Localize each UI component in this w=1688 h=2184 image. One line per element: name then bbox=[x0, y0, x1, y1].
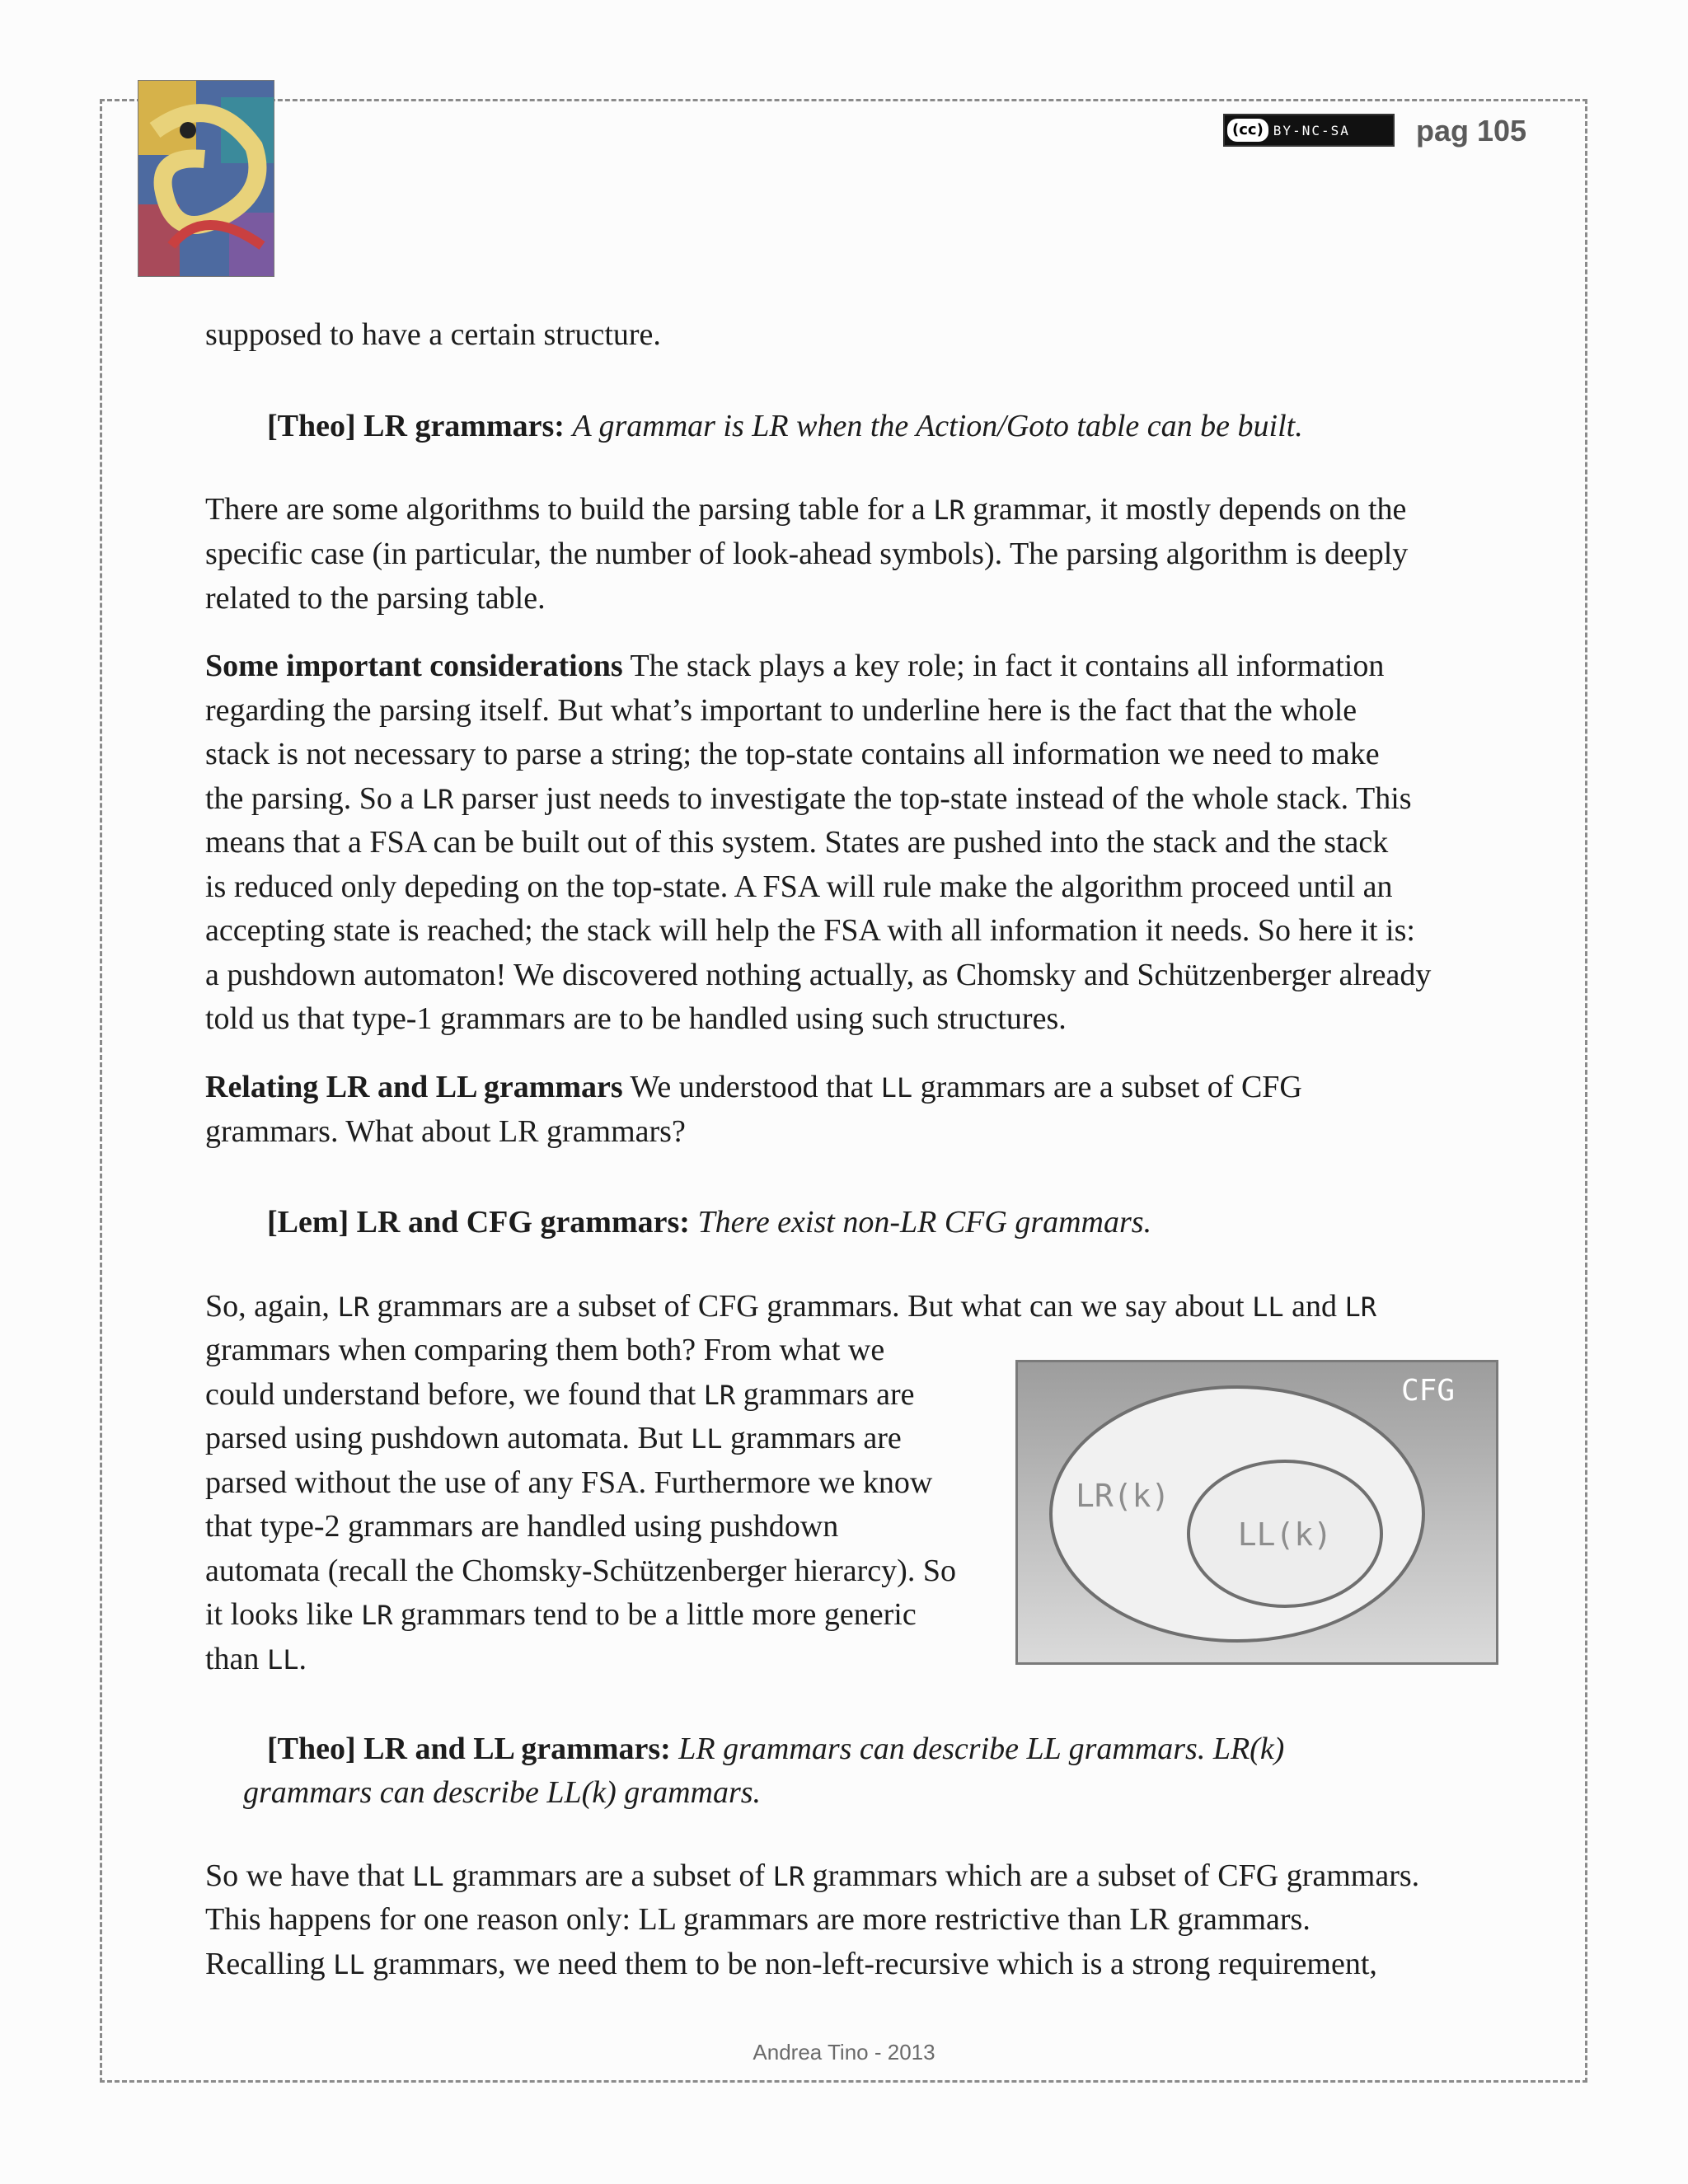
text-line: parsed without the use of any FSA. Furthermore we know bbox=[205, 1465, 933, 1500]
paragraph-heading: Some important considerations bbox=[205, 649, 623, 683]
text-line bbox=[267, 1727, 1284, 1772]
theorem-label: [Theo] LR grammars: bbox=[267, 409, 565, 443]
paragraph-continuation: supposed to have a certain structure. bbox=[205, 317, 661, 352]
text-line: There are some algorithms to build the parsing table for a LR grammar, it mostly depends on the bbox=[205, 492, 1407, 527]
ll-k-label: LL(k) bbox=[1237, 1516, 1333, 1553]
text-line: it looks like LR grammars tend to be a little more generic bbox=[205, 1597, 917, 1632]
lemma-statement: There exist non-LR CFG grammars. bbox=[697, 1205, 1152, 1240]
text-line: grammars when comparing them both? From what we bbox=[205, 1333, 885, 1367]
cover-thumbnail-image bbox=[138, 80, 274, 277]
text-line: a pushdown automaton! We discovered nothing actually, as Chomsky and Schützenberger already bbox=[205, 958, 1432, 992]
theorem-statement: A grammar is LR when the Action/Goto table can be built. bbox=[572, 409, 1303, 443]
page-number: pag 105 bbox=[1416, 114, 1527, 148]
text-line: is reduced only depeding on the top-state. A FSA will rule make the algorithm proceed until an bbox=[205, 869, 1393, 904]
text-line: So we have that LL grammars are a subset of LR grammars which are a subset of CFG grammars. bbox=[205, 1858, 1420, 1893]
license-text: BY-NC-SA bbox=[1273, 122, 1350, 138]
text-line: could understand before, we found that LR grammars are bbox=[205, 1377, 915, 1412]
text-line: Relating LR and LL grammars We understood that LL grammars are a subset of CFG bbox=[205, 1070, 1302, 1104]
text-line: So, again, LR grammars are a subset of CFG grammars. But what can we say about LL and LR bbox=[205, 1289, 1377, 1324]
cc-logo-icon: (cc) bbox=[1227, 119, 1268, 142]
cfg-label: CFG bbox=[1400, 1374, 1455, 1408]
text-line: related to the parsing table. bbox=[205, 581, 546, 616]
text-line: stack is not necessary to parse a string; the top-state contains all information we need to make bbox=[205, 737, 1380, 771]
text-line: Some important considerations The stack plays a key role; in fact it contains all information bbox=[205, 649, 1385, 683]
lemma-lr-cfg bbox=[267, 1201, 1151, 1245]
theorem-statement: grammars can describe LL(k) grammars. bbox=[243, 1775, 762, 1810]
grammar-hierarchy-diagram bbox=[1015, 1360, 1498, 1665]
text-line bbox=[243, 1771, 761, 1816]
text-line: specific case (in particular, the number of look-ahead symbols). The parsing algorithm is deeply bbox=[205, 537, 1409, 571]
lr-k-label: LR(k) bbox=[1076, 1478, 1170, 1514]
cover-artwork bbox=[138, 81, 274, 276]
page-footer: Andrea Tino - 2013 bbox=[753, 2040, 935, 2064]
text-line: grammars. What about LR grammars? bbox=[205, 1114, 686, 1149]
text-line: means that a FSA can be built out of this system. States are pushed into the stack and the stack bbox=[205, 825, 1389, 860]
paragraph-heading: Relating LR and LL grammars bbox=[205, 1070, 623, 1104]
text-line: than LL. bbox=[205, 1642, 307, 1676]
text-line: accepting state is reached; the stack will help the FSA with all information it needs. So here it is: bbox=[205, 913, 1415, 948]
text-line: Recalling LL grammars, we need them to be non-left-recursive which is a strong requirement, bbox=[205, 1947, 1377, 1981]
theorem-statement: LR grammars can describe LL grammars. LR(k) bbox=[678, 1732, 1285, 1766]
text-line: told us that type-1 grammars are to be handled using such structures. bbox=[205, 1001, 1067, 1036]
text-line: the parsing. So a LR parser just needs to investigate the top-state instead of the whole stack. This bbox=[205, 781, 1412, 816]
theorem-lr-grammars bbox=[267, 405, 1303, 449]
lemma-label: [Lem] LR and CFG grammars: bbox=[267, 1205, 690, 1240]
text-line: This happens for one reason only: LL grammars are more restrictive than LR grammars. bbox=[205, 1902, 1311, 1937]
venn-diagram bbox=[1018, 1362, 1496, 1662]
text-line: automata (recall the Chomsky-Schützenberger hierarcy). So bbox=[205, 1554, 956, 1588]
text-line: that type-2 grammars are handled using pushdown bbox=[205, 1509, 839, 1544]
license-badge[interactable] bbox=[1223, 114, 1395, 147]
text-line: parsed using pushdown automata. But LL grammars are bbox=[205, 1421, 902, 1455]
theorem-label: [Theo] LR and LL grammars: bbox=[267, 1732, 671, 1766]
text-line: regarding the parsing itself. But what’s important to underline here is the fact that the whole bbox=[205, 693, 1357, 728]
